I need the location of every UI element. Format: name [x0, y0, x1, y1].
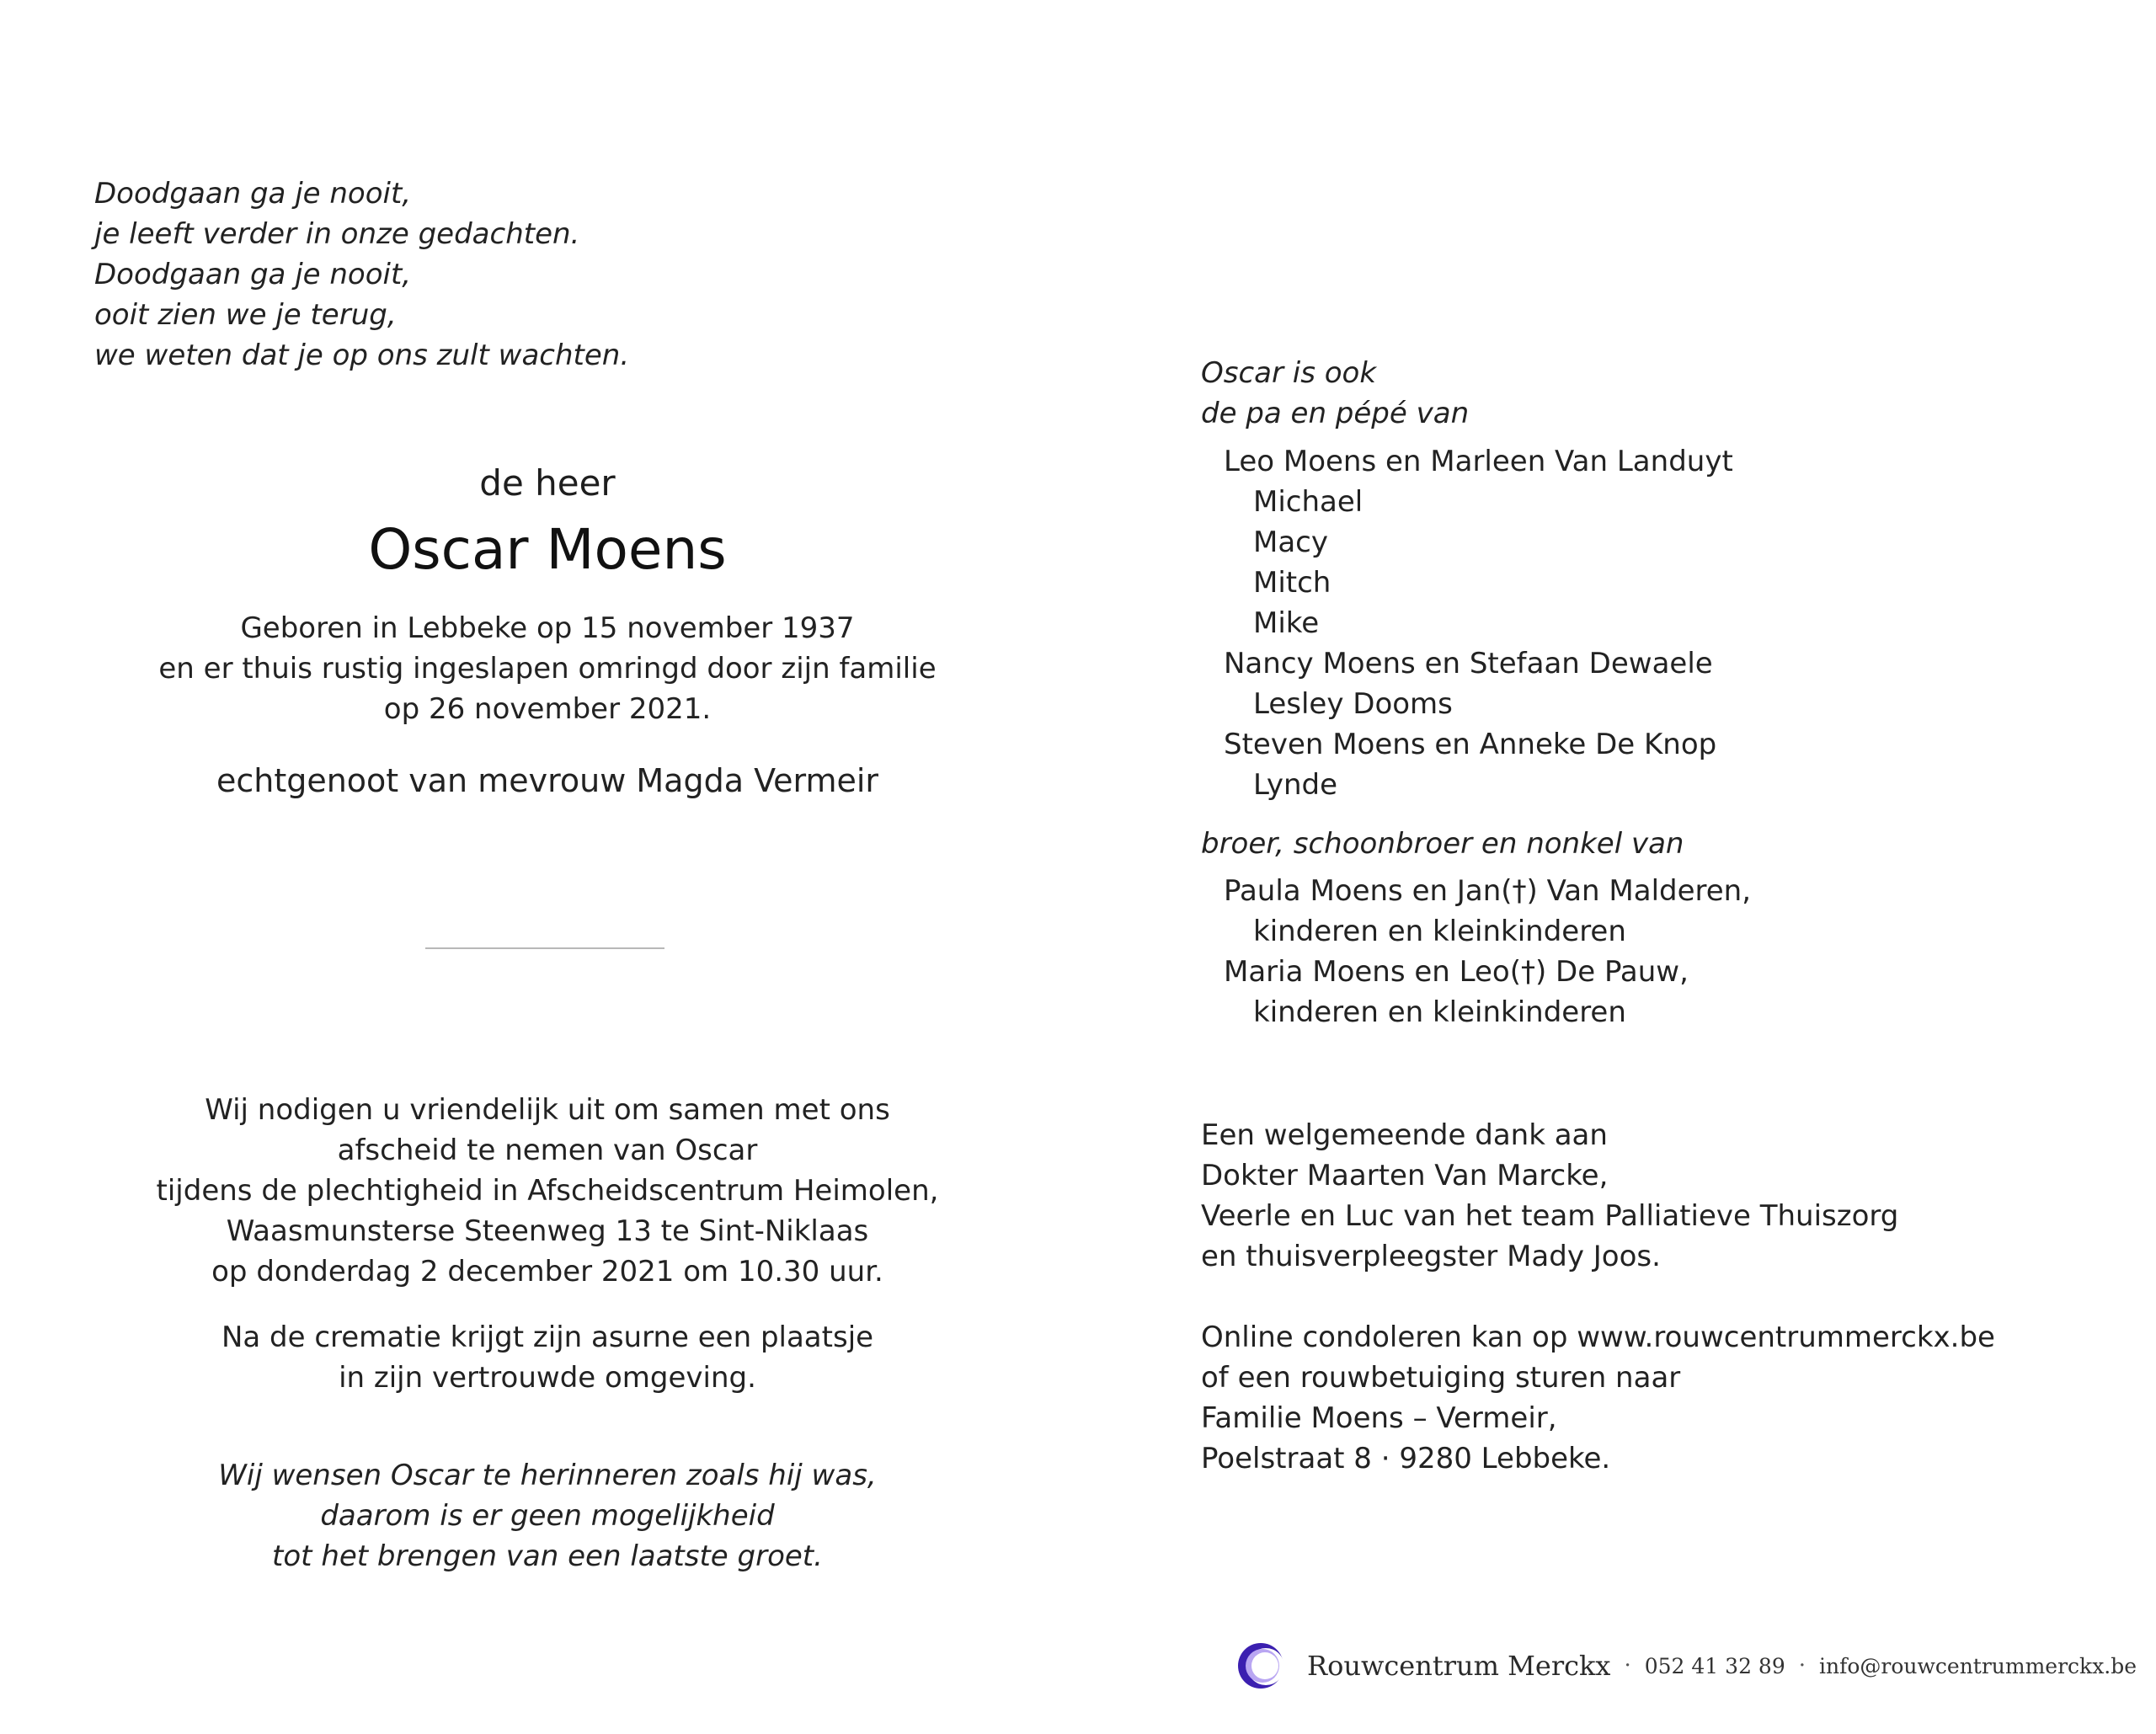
- birth-and-death-info: [84, 608, 1011, 729]
- list-item: Mike: [1253, 606, 1320, 640]
- thanks-section: [1201, 1115, 1898, 1277]
- siblings-list: [1201, 871, 1751, 1032]
- children-list: [1201, 441, 1733, 805]
- list-item: Michael: [1253, 485, 1364, 519]
- family-intro: [1201, 353, 1469, 434]
- list-item: Steven Moens en Anneke De Knop: [1224, 728, 1717, 761]
- separator: ·: [1798, 1653, 1806, 1678]
- list-item: kinderen en kleinkinderen: [1253, 995, 1626, 1029]
- funeral-home-name: Rouwcentrum Merckx: [1307, 1650, 1611, 1682]
- deceased-name: Oscar Moens: [368, 517, 727, 582]
- siblings-intro: broer, schoonbroer en nonkel van: [1201, 827, 1684, 861]
- poem-line: Doodgaan ga je nooit,: [94, 177, 412, 211]
- family-intro-line: de pa en pépé van: [1201, 397, 1470, 430]
- family-intro-line: Oscar is ook: [1201, 356, 1377, 390]
- birth-line: Geboren in Lebbeke op 15 november 1937: [240, 611, 855, 645]
- invitation-line: afscheid te nemen van Oscar: [337, 1134, 758, 1167]
- thanks-line: en thuisverpleegster Mady Joos.: [1201, 1240, 1661, 1273]
- wish-line: Wij wensen Oscar te herinneren zoals hij was,: [218, 1459, 877, 1492]
- opening-poem: [94, 173, 629, 376]
- invitation-line: Waasmunsterse Steenweg 13 te Sint-Niklaas: [226, 1214, 869, 1248]
- invitation-line: op donderdag 2 december 2021 om 10.30 uur.: [211, 1255, 883, 1288]
- list-item: Lesley Dooms: [1253, 687, 1453, 721]
- condolence-line: Poelstraat 8 · 9280 Lebbeke.: [1201, 1442, 1611, 1475]
- cremation-line: Na de crematie krijgt zijn asurne een plaatsje: [221, 1321, 874, 1354]
- phone-number: 052 41 32 89: [1644, 1653, 1785, 1678]
- cremation-line: in zijn vertrouwde omgeving.: [339, 1361, 756, 1395]
- list-item: Lynde: [1253, 768, 1337, 802]
- birth-line: en er thuis rustig ingeslapen omringd door zijn familie: [158, 652, 937, 686]
- thanks-line: Veerle en Luc van het team Palliatieve Thuiszorg: [1201, 1199, 1899, 1233]
- email-address: info@rouwcentrummerckx.be: [1819, 1653, 2137, 1678]
- condolence-line: Familie Moens – Vermeir,: [1201, 1401, 1557, 1435]
- condolence-line: of een rouwbetuiging sturen naar: [1201, 1361, 1681, 1395]
- list-item: Leo Moens en Marleen Van Landuyt: [1224, 445, 1733, 478]
- wish-line: daarom is er geen mogelijkheid: [320, 1499, 775, 1533]
- cremation-note: [84, 1317, 1011, 1398]
- list-item: Macy: [1253, 526, 1328, 559]
- poem-line: we weten dat je op ons zult wachten.: [94, 339, 630, 372]
- birth-line: op 26 november 2021.: [383, 692, 712, 726]
- list-item: Maria Moens en Leo(†) De Pauw,: [1224, 955, 1689, 989]
- funeral-home-footer: [1236, 1641, 2137, 1691]
- invitation-line: Wij nodigen u vriendelijk uit om samen met ons: [205, 1093, 890, 1127]
- wish-line: tot het brengen van een laatste groet.: [272, 1539, 823, 1573]
- remembrance-wish: [84, 1455, 1011, 1577]
- condolence-info: [1201, 1317, 1995, 1479]
- crescent-logo-icon: [1236, 1641, 1287, 1691]
- poem-line: ooit zien we je terug,: [94, 298, 397, 332]
- thanks-line: Een welgemeende dank aan: [1201, 1118, 1608, 1152]
- list-item: Nancy Moens en Stefaan Dewaele: [1224, 647, 1713, 680]
- spouse-line: echtgenoot van mevrouw Magda Vermeir: [216, 762, 879, 799]
- divider-line: [425, 947, 664, 949]
- condolence-line: Online condoleren kan op www.rouwcentrummerckx.be: [1201, 1321, 1995, 1354]
- ceremony-invitation: [84, 1090, 1011, 1292]
- poem-line: je leeft verder in onze gedachten.: [94, 217, 580, 251]
- invitation-line: tijdens de plechtigheid in Afscheidscentrum Heimolen,: [156, 1174, 939, 1208]
- list-item: Mitch: [1253, 566, 1331, 600]
- list-item: kinderen en kleinkinderen: [1253, 915, 1626, 948]
- poem-line: Doodgaan ga je nooit,: [94, 258, 412, 291]
- list-item: Paula Moens en Jan(†) Van Malderen,: [1224, 874, 1752, 908]
- name-prefix: de heer: [479, 462, 616, 504]
- separator: ·: [1624, 1653, 1631, 1678]
- thanks-line: Dokter Maarten Van Marcke,: [1201, 1159, 1609, 1192]
